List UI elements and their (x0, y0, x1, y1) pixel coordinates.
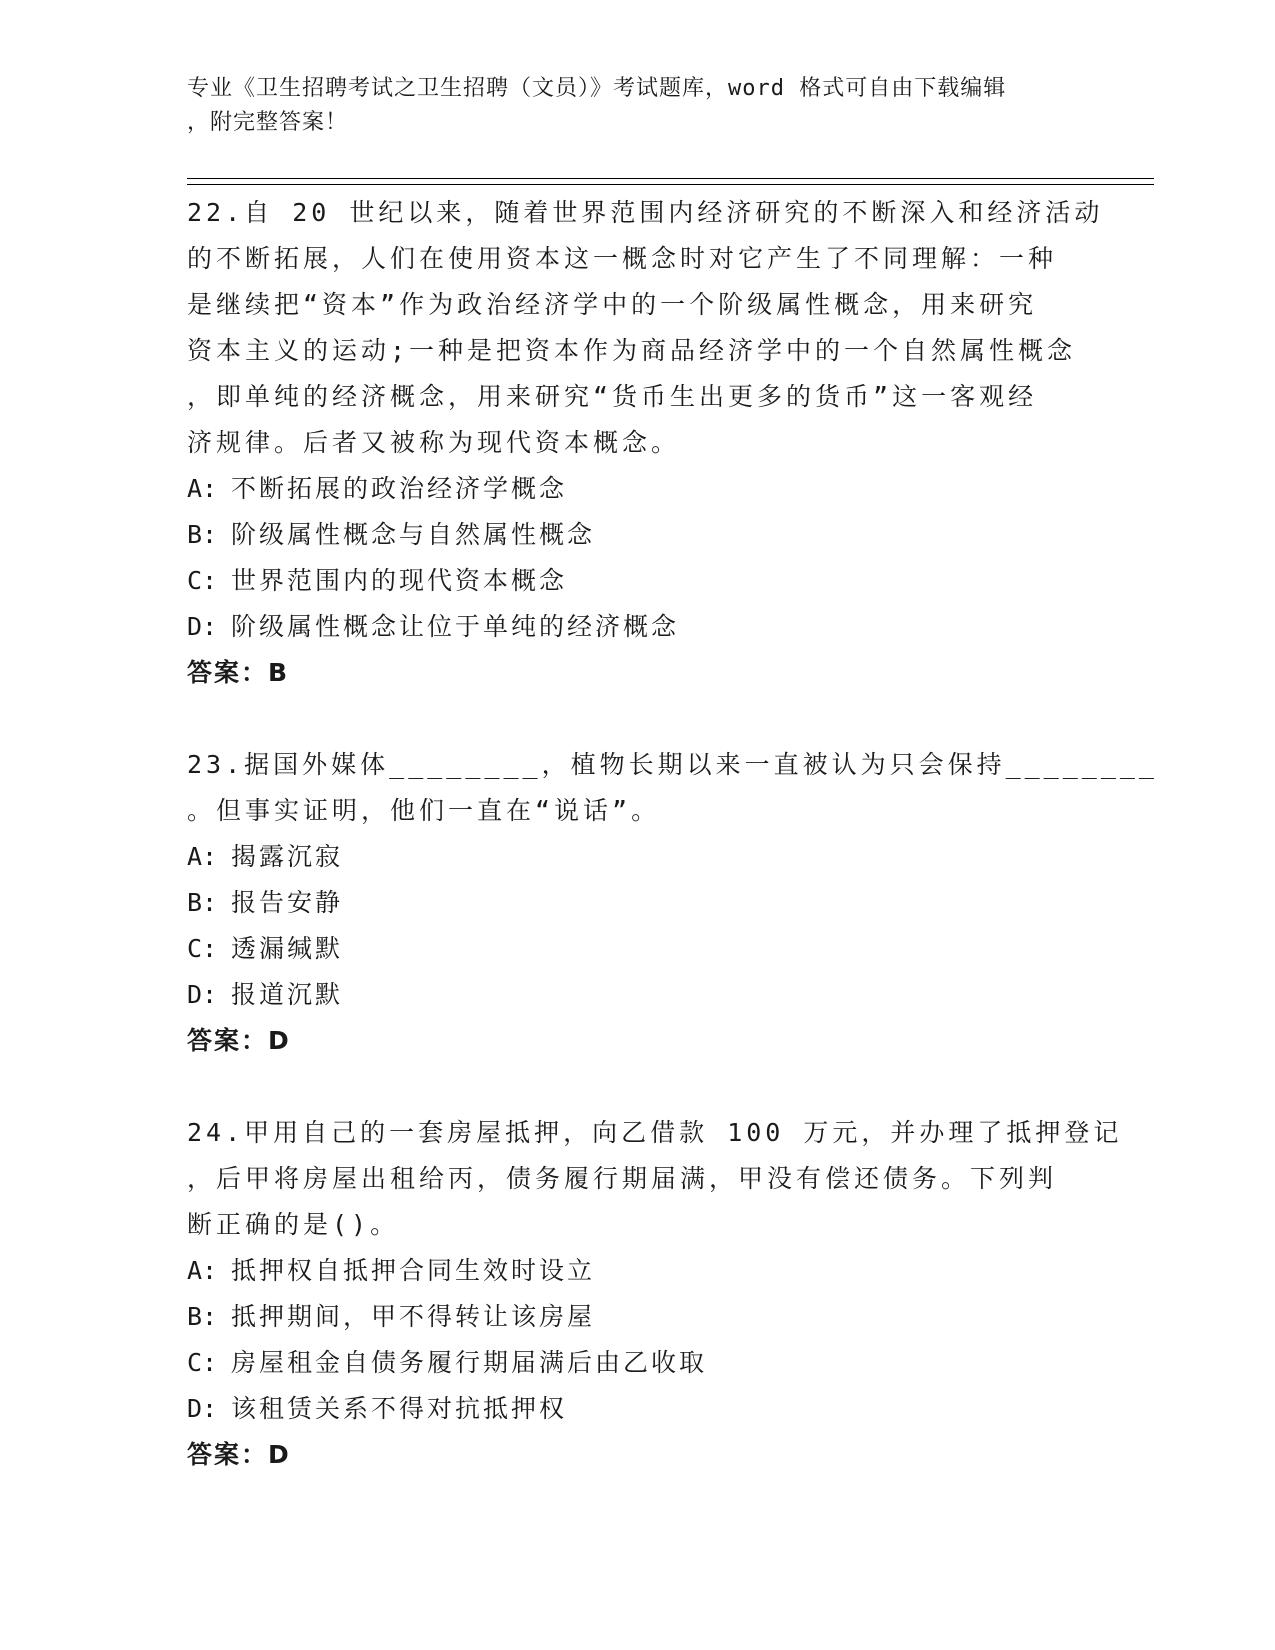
option-key: D: (187, 1394, 218, 1423)
option-b (187, 880, 1087, 926)
option-d (187, 972, 1087, 1018)
stem-line: 是继续把“资本”作为政治经济学中的一个阶级属性概念，用来研究 (187, 290, 1038, 319)
question-stem (187, 742, 1158, 834)
stem-line: 济规律。后者又被称为现代资本概念。 (187, 428, 681, 457)
question-list (187, 190, 1158, 1478)
question-stem (187, 1110, 1123, 1248)
option-key: C: (187, 1348, 218, 1377)
option-key: A: (187, 474, 218, 503)
option-a (187, 1248, 1087, 1294)
option-c (187, 1340, 1087, 1386)
option-key: C: (187, 934, 218, 963)
option-text: 不断拓展的政治经济学概念 (231, 474, 568, 503)
stem-line: ，后甲将房屋出租给丙，债务履行期届满，甲没有偿还债务。下列判 (187, 1164, 1058, 1193)
option-text: 阶级属性概念让位于单纯的经济概念 (231, 612, 680, 641)
option-c (187, 926, 1087, 972)
answer-line: 答案：D (187, 1440, 291, 1469)
option-key: C: (187, 566, 218, 595)
stem-line: 断正确的是()。 (187, 1210, 400, 1239)
option-key: B: (187, 1302, 218, 1331)
option-text: 报告安静 (231, 888, 344, 917)
option-b (187, 1294, 1087, 1340)
stem-line: 23.据国外媒体________，植物长期以来一直被认为只会保持________ (187, 750, 1158, 779)
option-b (187, 512, 1087, 558)
option-key: A: (187, 1256, 218, 1285)
option-text: 世界范围内的现代资本概念 (231, 566, 568, 595)
answer-line: 答案：D (187, 1026, 291, 1055)
option-key: B: (187, 888, 218, 917)
option-text: 抵押权自抵押合同生效时设立 (231, 1256, 596, 1285)
option-a (187, 834, 1087, 880)
header-divider-top (187, 178, 1154, 179)
stem-line: 的不断拓展，人们在使用资本这一概念时对它产生了不同理解：一种 (187, 244, 1058, 273)
option-text: 抵押期间，甲不得转让该房屋 (231, 1302, 596, 1331)
question-stem (187, 190, 1104, 466)
question-spacer (187, 696, 1087, 742)
stem-line: 22.自 20 世纪以来，随着世界范围内经济研究的不断深入和经济活动 (187, 198, 1104, 227)
question-23 (187, 742, 1158, 1064)
option-text: 房屋租金自债务履行期届满后由乙收取 (231, 1348, 708, 1377)
option-text: 报道沉默 (231, 980, 344, 1009)
option-c (187, 558, 1087, 604)
option-a (187, 466, 1087, 512)
option-key: D: (187, 980, 218, 1009)
option-d (187, 604, 1087, 650)
option-key: B: (187, 520, 218, 549)
stem-line: ，即单纯的经济概念，用来研究“货币生出更多的货币”这一客观经 (187, 382, 1038, 411)
option-key: D: (187, 612, 218, 641)
option-text: 阶级属性概念与自然属性概念 (231, 520, 596, 549)
header-line: 专业《卫生招聘考试之卫生招聘（文员）》考试题库，word 格式可自由下载编辑 (187, 76, 1007, 101)
question-24 (187, 1110, 1123, 1478)
question-spacer (187, 1064, 1087, 1110)
header-divider-bottom (187, 184, 1154, 185)
option-d (187, 1386, 1087, 1432)
question-22 (187, 190, 1104, 696)
header-line: ，附完整答案！ (187, 110, 349, 135)
document-header (187, 72, 1067, 140)
stem-line: 24.甲用自己的一套房屋抵押，向乙借款 100 万元，并办理了抵押登记 (187, 1118, 1123, 1147)
option-text: 揭露沉寂 (231, 842, 344, 871)
stem-line: 资本主义的运动;一种是把资本作为商品经济学中的一个自然属性概念 (187, 336, 1077, 365)
option-key: A: (187, 842, 218, 871)
option-text: 该租赁关系不得对抗抵押权 (231, 1394, 568, 1423)
option-text: 透漏缄默 (231, 934, 344, 963)
stem-line: 。但事实证明，他们一直在“说话”。 (187, 796, 661, 825)
answer-line: 答案：B (187, 658, 290, 687)
